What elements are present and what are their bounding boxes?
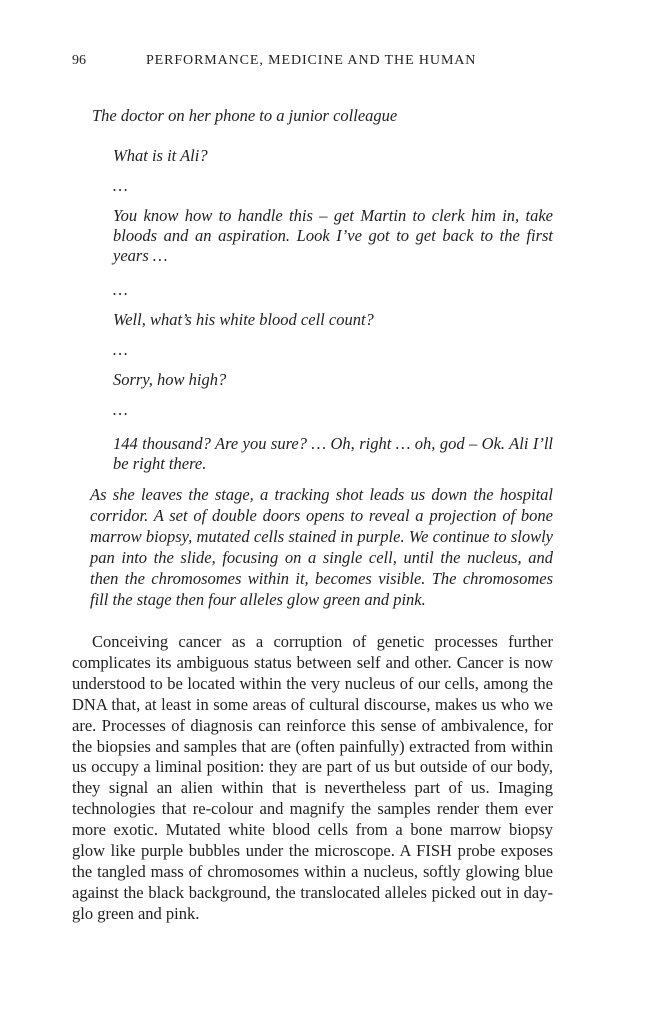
dialogue-ellipsis: …: [113, 176, 128, 195]
dialogue-ellipsis: …: [113, 280, 128, 299]
dialogue-line: Sorry, how high?: [113, 370, 227, 389]
dialogue-line: You know how to handle this – get Martin to clerk him in, take bloods and an aspiration. Look I’ve got to get back to the first years …: [113, 206, 553, 265]
running-head: PERFORMANCE, MEDICINE AND THE HUMAN: [146, 53, 477, 68]
page-content: [72, 106, 553, 941]
dialogue-ellipsis: …: [113, 340, 128, 359]
dialogue-line: Well, what’s his white blood cell count?: [113, 310, 374, 329]
dialogue-line: What is it Ali?: [113, 146, 208, 165]
stage-direction-intro: The doctor on her phone to a junior colleague: [92, 106, 398, 125]
dialogue-line: 144 thousand? Are you sure? … Oh, right … oh, god – Ok. Ali I’ll be right there.: [113, 434, 553, 473]
body-paragraph: Conceiving cancer as a corruption of genetic processes further complicates its ambiguous status between self and other. Cancer is now understood to be located within the very nucleus of our cells, among the DNA that, at least in some areas of cultural discourse, makes us who we are. Processes of diagnosis can reinforce this sense of ambivalence, for the biopsies and samples that are (often painfully) extracted from within us occupy a liminal position: they are part of us but outside of our body, they signal an alien within that is nevertheless part of us. Imaging technologies that re-colour and magnify the samples render them ever more exotic. Mutated white blood cells from a bone marrow biopsy glow like purple bubbles under the microscope. A FISH probe exposes the tangled mass of chromosomes within a nucleus, softly glowing blue against the black background, the translocated alleles picked out in day-glo green and pink.: [72, 632, 553, 923]
dialogue-ellipsis: …: [113, 400, 128, 419]
page-number: 96: [72, 53, 86, 68]
page-header: [72, 53, 582, 71]
stage-direction-closing: As she leaves the stage, a tracking shot leads us down the hospital corridor. A set of double doors opens to reveal a projection of bone marrow biopsy, mutated cells stained in purple. We continue to slowly pan into the slide, focusing on a single cell, until the nucleus, and then the chromosomes within it, becomes visible. The chromosomes fill the stage then four alleles glow green and pink.: [90, 485, 553, 609]
